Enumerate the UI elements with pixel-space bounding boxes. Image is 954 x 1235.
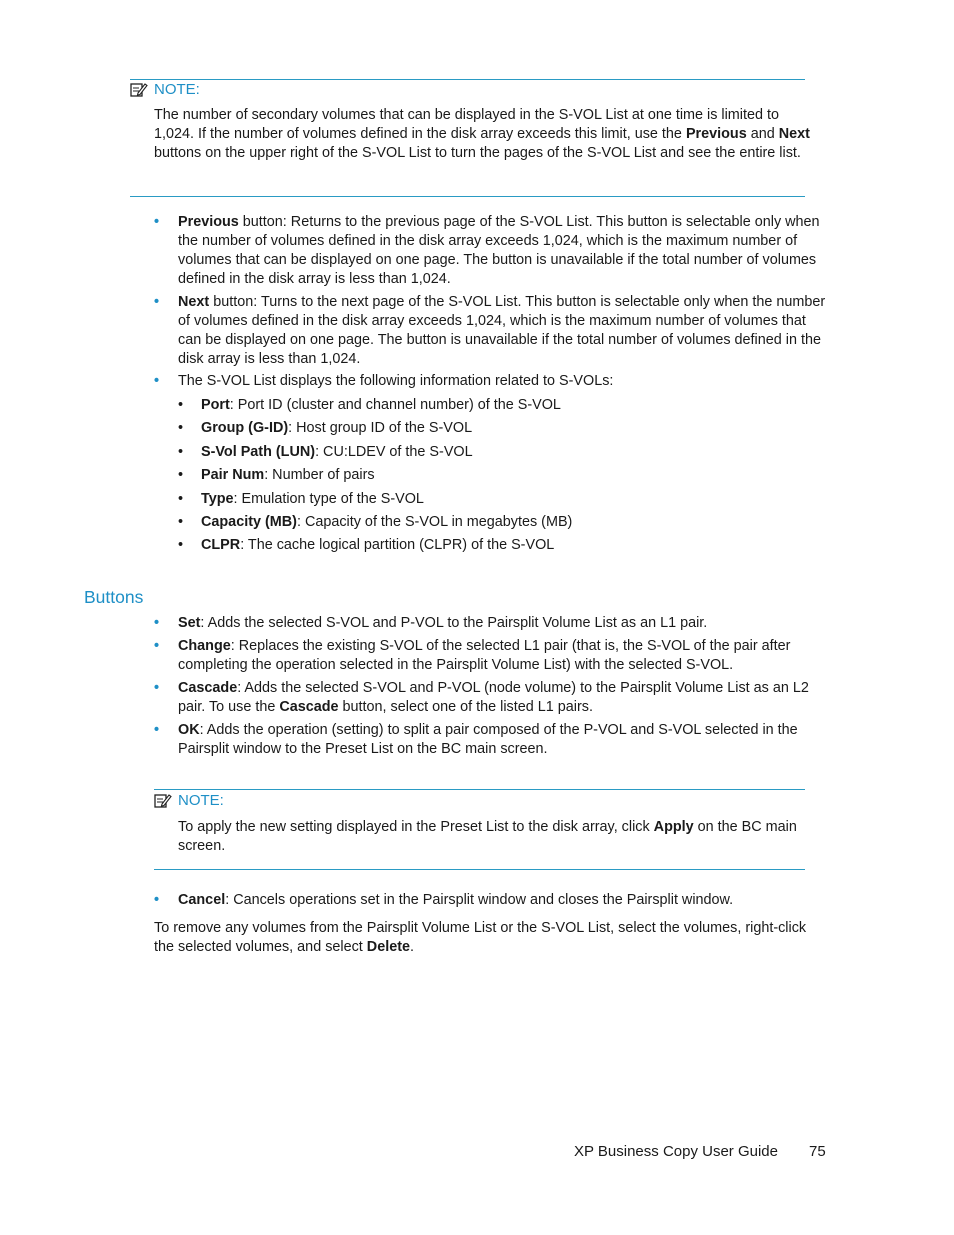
term-label: Pair Num	[201, 467, 265, 484]
list-item-text	[178, 892, 733, 908]
note-box-1	[130, 72, 810, 202]
term-label: Next	[178, 294, 210, 310]
bullet-icon: •	[178, 467, 184, 484]
bullet-icon: •	[154, 638, 160, 654]
list-item	[154, 891, 832, 910]
list-item-text	[201, 467, 375, 483]
list-item-text	[201, 420, 472, 436]
term-description: : Adds the operation (setting) to split a pair composed of the P-VOL and S-VOL selected in the Pairsplit window to the Preset List on the BC main screen.	[178, 722, 798, 757]
term-description: : Adds the selected S-VOL and P-VOL (node volume) to the Pairsplit Volume List as an L2 pair. To use the Cascade button, select one of the listed L1 pairs.	[178, 680, 809, 715]
term-description: : Adds the selected S-VOL and P-VOL to the Pairsplit Volume List as an L1 pair.	[200, 615, 708, 631]
note-header	[130, 81, 200, 98]
note-top-rule	[154, 789, 805, 790]
list-item-text	[178, 214, 820, 287]
bullet-icon: •	[178, 490, 184, 507]
bullet-icon: •	[154, 373, 160, 389]
note-pencil-icon	[154, 793, 172, 809]
list-item	[178, 466, 818, 489]
list-item	[154, 721, 832, 759]
term-description: : Replaces the existing S-VOL of the selected L1 pair (that is, the S-VOL of the pair after completing the operation selected in the Pairsplit Volume List) with the selected S-VOL.	[178, 638, 791, 673]
term-label: Capacity (MB)	[201, 513, 297, 530]
bullet-icon: •	[178, 420, 184, 437]
bullet-icon: •	[154, 722, 160, 738]
list-item-text	[178, 615, 707, 631]
term-description: button: Turns to the next page of the S-VOL List. This button is selectable only when the number of volumes defined in the disk array exceeds 1,024, which is the maximum number of volumes that can be displayed on one page. The button is unavailable if the total number of volumes defined in the disk array is less than 1,024.	[178, 294, 826, 367]
bullet-icon: •	[154, 214, 160, 230]
list-item	[154, 293, 832, 372]
note-bottom-rule	[130, 196, 805, 197]
list-item	[154, 637, 832, 679]
term-label: Cascade	[178, 680, 238, 696]
list-item-text	[178, 638, 790, 673]
list-item	[154, 372, 832, 391]
term-label: Group (G-ID)	[201, 420, 289, 437]
bullet-icon: •	[154, 680, 160, 696]
bullet-icon: •	[178, 443, 184, 460]
term-label: OK	[178, 722, 200, 738]
list-item-text	[201, 514, 572, 530]
bullet-icon: •	[178, 513, 184, 530]
list-item-text	[178, 722, 798, 757]
term-description: : Cancels operations set in the Pairsplit window and closes the Pairsplit window.	[225, 892, 734, 908]
list-item	[154, 679, 832, 721]
note-header	[154, 792, 224, 809]
note-text: To apply the new setting displayed in the Preset List to the disk array, click Apply on the BC main screen.	[178, 819, 797, 854]
term-description: : CU:LDEV of the S-VOL	[315, 443, 473, 460]
list-item	[178, 513, 818, 536]
note-text: The number of secondary volumes that can be displayed in the S-VOL List at one time is limited to 1,024. If the number of volumes defined in the disk array exceeds this limit, use the Previous and Next buttons on the upper right of the S-VOL List to turn the pages of the S-VOL List and see the entire list.	[154, 107, 810, 161]
note-top-rule	[130, 79, 805, 80]
term-description: : Host group ID of the S-VOL	[288, 420, 473, 437]
svol-field-list	[178, 396, 818, 560]
term-description: : Emulation type of the S-VOL	[233, 490, 424, 507]
bullet-icon: •	[178, 537, 184, 554]
list-item	[178, 443, 818, 466]
buttons-list	[154, 614, 832, 759]
closing-paragraph: To remove any volumes from the Pairsplit Volume List or the S-VOL List, select the volumes, right-click the selected volumes, and select Delete.	[154, 920, 807, 955]
footer-title: XP Business Copy User Guide	[574, 1143, 778, 1160]
list-item	[178, 536, 818, 559]
term-label: Type	[201, 490, 234, 507]
term-label: CLPR	[201, 537, 241, 554]
bullet-icon: •	[178, 397, 184, 413]
list-item-text	[201, 537, 554, 553]
term-label: Cancel	[178, 892, 226, 908]
list-item	[154, 213, 832, 293]
cancel-list	[154, 891, 832, 910]
list-item-text	[178, 373, 613, 389]
list-item	[154, 614, 832, 637]
term-description: : Number of pairs	[264, 467, 375, 484]
term-description: : Port ID (cluster and channel number) of the S-VOL	[229, 397, 561, 413]
bullet-icon: •	[154, 294, 160, 310]
list-item-text	[201, 444, 473, 460]
term-label: Change	[178, 638, 231, 654]
term-label: Set	[178, 615, 201, 631]
term-label: Port	[201, 397, 230, 413]
note-label: NOTE:	[178, 792, 224, 809]
note-box-2	[154, 782, 805, 874]
bullet-icon: •	[154, 892, 160, 908]
note-label: NOTE:	[154, 81, 200, 98]
note-pencil-icon	[130, 82, 148, 98]
note-bottom-rule	[154, 869, 805, 870]
list-item-text	[178, 294, 825, 367]
list-item-text	[201, 397, 561, 413]
list-item-text	[201, 491, 424, 507]
bullet-icon: •	[154, 615, 160, 631]
list-item	[178, 490, 818, 513]
list-item-text	[178, 680, 809, 715]
button-description-list	[154, 213, 832, 391]
term-description: button: Returns to the previous page of the S-VOL List. This button is selectable only when the number of volumes defined in the disk array exceeds 1,024, which is the maximum number of volumes that can be displayed on one page. The button is unavailable if the total number of volumes defined in the disk array is less than 1,024.	[178, 214, 820, 287]
page-number: 75	[809, 1143, 826, 1160]
term-description: : Capacity of the S-VOL in megabytes (MB)	[296, 513, 573, 530]
term-description: The S-VOL List displays the following information related to S-VOLs:	[178, 373, 614, 389]
term-description: : The cache logical partition (CLPR) of the S-VOL	[240, 537, 555, 554]
term-label: Previous	[178, 214, 239, 230]
list-item	[178, 396, 818, 419]
term-label: S-Vol Path (LUN)	[201, 443, 316, 460]
section-heading-buttons: Buttons	[84, 587, 144, 607]
list-item	[178, 419, 818, 442]
